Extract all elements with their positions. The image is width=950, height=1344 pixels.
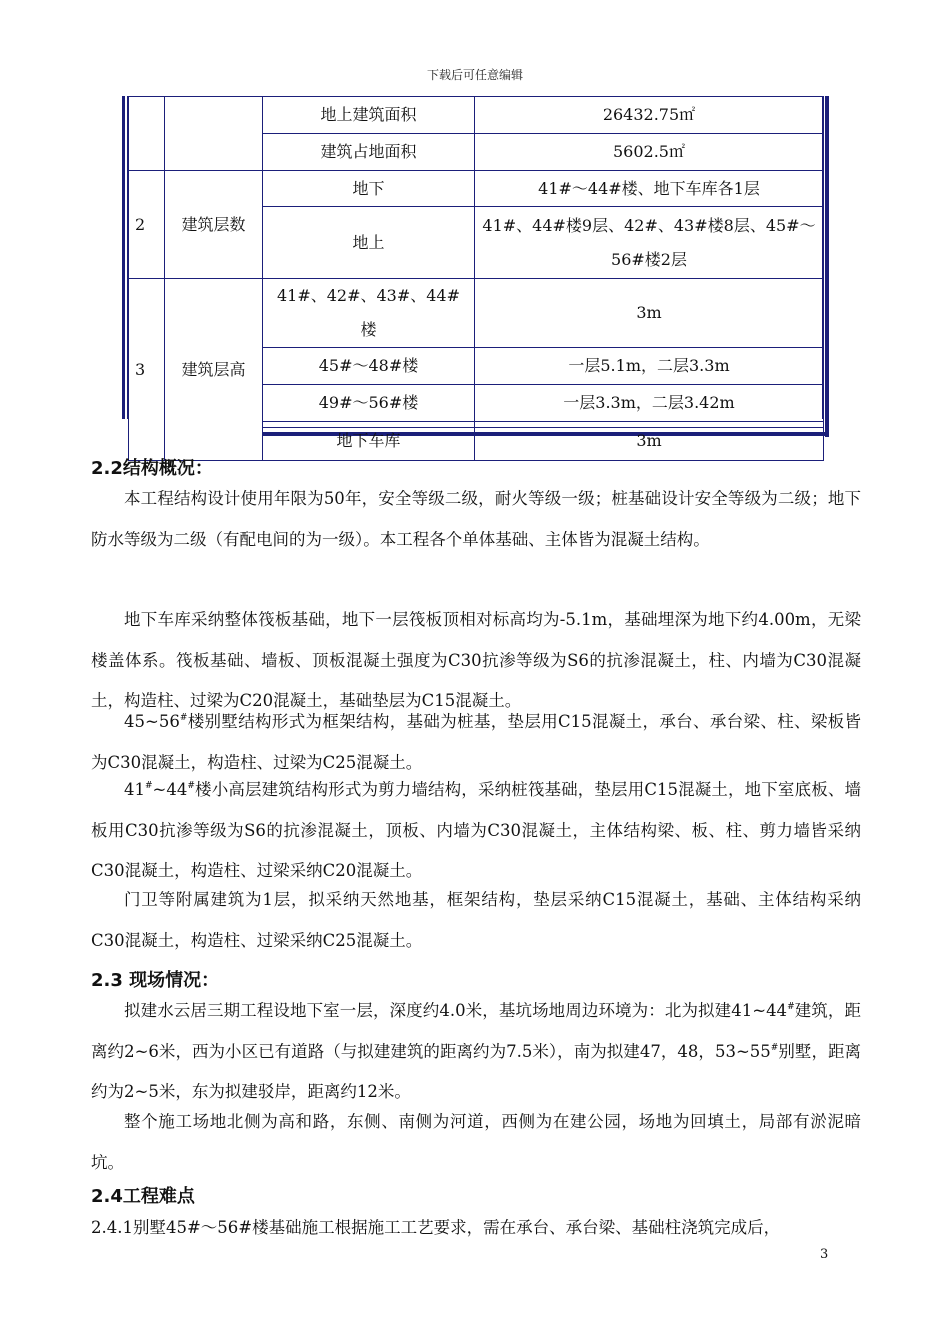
table-cell-num: 2 bbox=[129, 171, 165, 279]
table-cell-name: 建筑层高 bbox=[165, 279, 263, 461]
superscript: # bbox=[187, 781, 195, 791]
table-cell-label: 49#～56#楼 bbox=[263, 385, 475, 422]
table-cell-value: 3m bbox=[475, 422, 824, 461]
table-cell-num: 3 bbox=[129, 279, 165, 461]
table-cell-label: 45#～48#楼 bbox=[263, 348, 475, 385]
table-border-right bbox=[825, 96, 829, 437]
table-cell-label: 地下车库 bbox=[263, 422, 475, 461]
text-run: 楼别墅结构形式为框架结构，基础为桩基，垫层用C15混凝土，承台、承台梁、柱、梁板皆为C30混凝土，构造柱、过梁为C25混凝土。 bbox=[91, 712, 861, 772]
section-title-2-2: 2.2结构概况： bbox=[91, 458, 213, 479]
text-run: 别墅，距离约为2~5米，东为拟建驳岸，距离约12米。 bbox=[91, 1041, 862, 1101]
table-cell-value: 41#、44#楼9层、42#、43#楼8层、45#～56#楼2层 bbox=[475, 207, 824, 279]
text-run: 拟建水云居三期工程设地下室一层，深度约4.0米，基坑场地周边环境为：北为拟建41~44 bbox=[124, 1001, 788, 1020]
paragraph: 2.4.1别墅45#～56#楼基础施工根据施工工艺要求，需在承台、承台梁、基础柱浇筑完成后， bbox=[91, 1218, 781, 1237]
table-cell-num bbox=[129, 97, 165, 171]
info-table bbox=[128, 96, 824, 461]
table-row bbox=[129, 171, 824, 207]
superscript: # bbox=[179, 713, 188, 723]
page-number: 3 bbox=[820, 1247, 829, 1262]
section-title-2-4: 2.4工程难点 bbox=[91, 1186, 195, 1207]
text-run: ~44 bbox=[152, 780, 188, 799]
paragraph: 门卫等附属建筑为1层，拟采纳天然地基，框架结构，垫层采纳C15混凝土，基础、主体结构采纳C30混凝土，构造柱、过梁采纳C25混凝土。 bbox=[91, 890, 861, 950]
paragraph bbox=[91, 991, 861, 1113]
paragraph: 地下车库采纳整体筏板基础，地下一层筏板顶相对标高均为-5.1m，基础埋深为地下约4.00m，无梁楼盖体系。筏板基础、墙板、顶板混凝土强度为C30抗渗等级为S6的抗渗混凝土，柱、内墙为C30混凝土，构造柱、过梁为C20混凝土，基础垫层为C15混凝土。 bbox=[91, 610, 861, 710]
page-header: 下载后可任意编辑 bbox=[426, 68, 523, 82]
table-cell-value: 3m bbox=[475, 279, 824, 348]
superscript: # bbox=[787, 1002, 795, 1012]
table-border-left bbox=[122, 96, 125, 419]
table-cell-name bbox=[165, 97, 263, 171]
table-cell-value: 41#～44#楼、地下车库各1层 bbox=[475, 171, 824, 207]
table-cell-label: 41#、42#、43#、44#楼 bbox=[263, 279, 475, 348]
section-title-2-3: 2.3 现场情况： bbox=[91, 970, 220, 991]
table-cell-name: 建筑层数 bbox=[165, 171, 263, 279]
superscript: # bbox=[145, 781, 153, 791]
paragraph bbox=[91, 770, 861, 892]
table-row bbox=[129, 97, 824, 134]
table-cell-value: 一层5.1m，二层3.3m bbox=[475, 348, 824, 385]
text-run: 建筑，距离约2~6米，西为小区已有道路（与拟建建筑的距离约为7.5米），南为拟建47，48，53~55 bbox=[91, 1001, 861, 1061]
table-cell-value: 26432.75㎡ bbox=[475, 97, 824, 134]
superscript: # bbox=[770, 1042, 779, 1053]
text-run: 楼小高层建筑结构形式为剪力墙结构，采纳桩筏基础，垫层用C15混凝土，地下室底板、墙板用C30抗渗等级为S6的抗渗混凝土，顶板、内墙为C30混凝土，主体结构梁、板、柱、剪力墙皆采纳C30混凝土，构造柱、过梁采纳C20混凝土。 bbox=[91, 780, 861, 880]
table-cell-label: 建筑占地面积 bbox=[263, 134, 475, 171]
paragraph: 本工程结构设计使用年限为50年，安全等级二级，耐火等级一级；桩基础设计安全等级为二级；地下防水等级为二级（有配电间的为一级）。本工程各个单体基础、主体皆为混凝土结构。 bbox=[91, 489, 861, 549]
building-info-table bbox=[122, 96, 830, 450]
table-cell-value: 5602.5㎡ bbox=[475, 134, 824, 171]
text-run: 45~56 bbox=[124, 712, 180, 731]
table-cell-value: 一层3.3m，二层3.42m bbox=[475, 385, 824, 422]
table-cell-label: 地上 bbox=[263, 207, 475, 279]
table-row bbox=[129, 279, 824, 348]
table-cell-label: 地下 bbox=[263, 171, 475, 207]
table-cell-label: 地上建筑面积 bbox=[263, 97, 475, 134]
paragraph: 整个施工场地北侧为高和路，东侧、南侧为河道，西侧为在建公园，场地为回填土，局部有淤泥暗坑。 bbox=[91, 1112, 861, 1172]
text-run: 41 bbox=[124, 780, 145, 799]
